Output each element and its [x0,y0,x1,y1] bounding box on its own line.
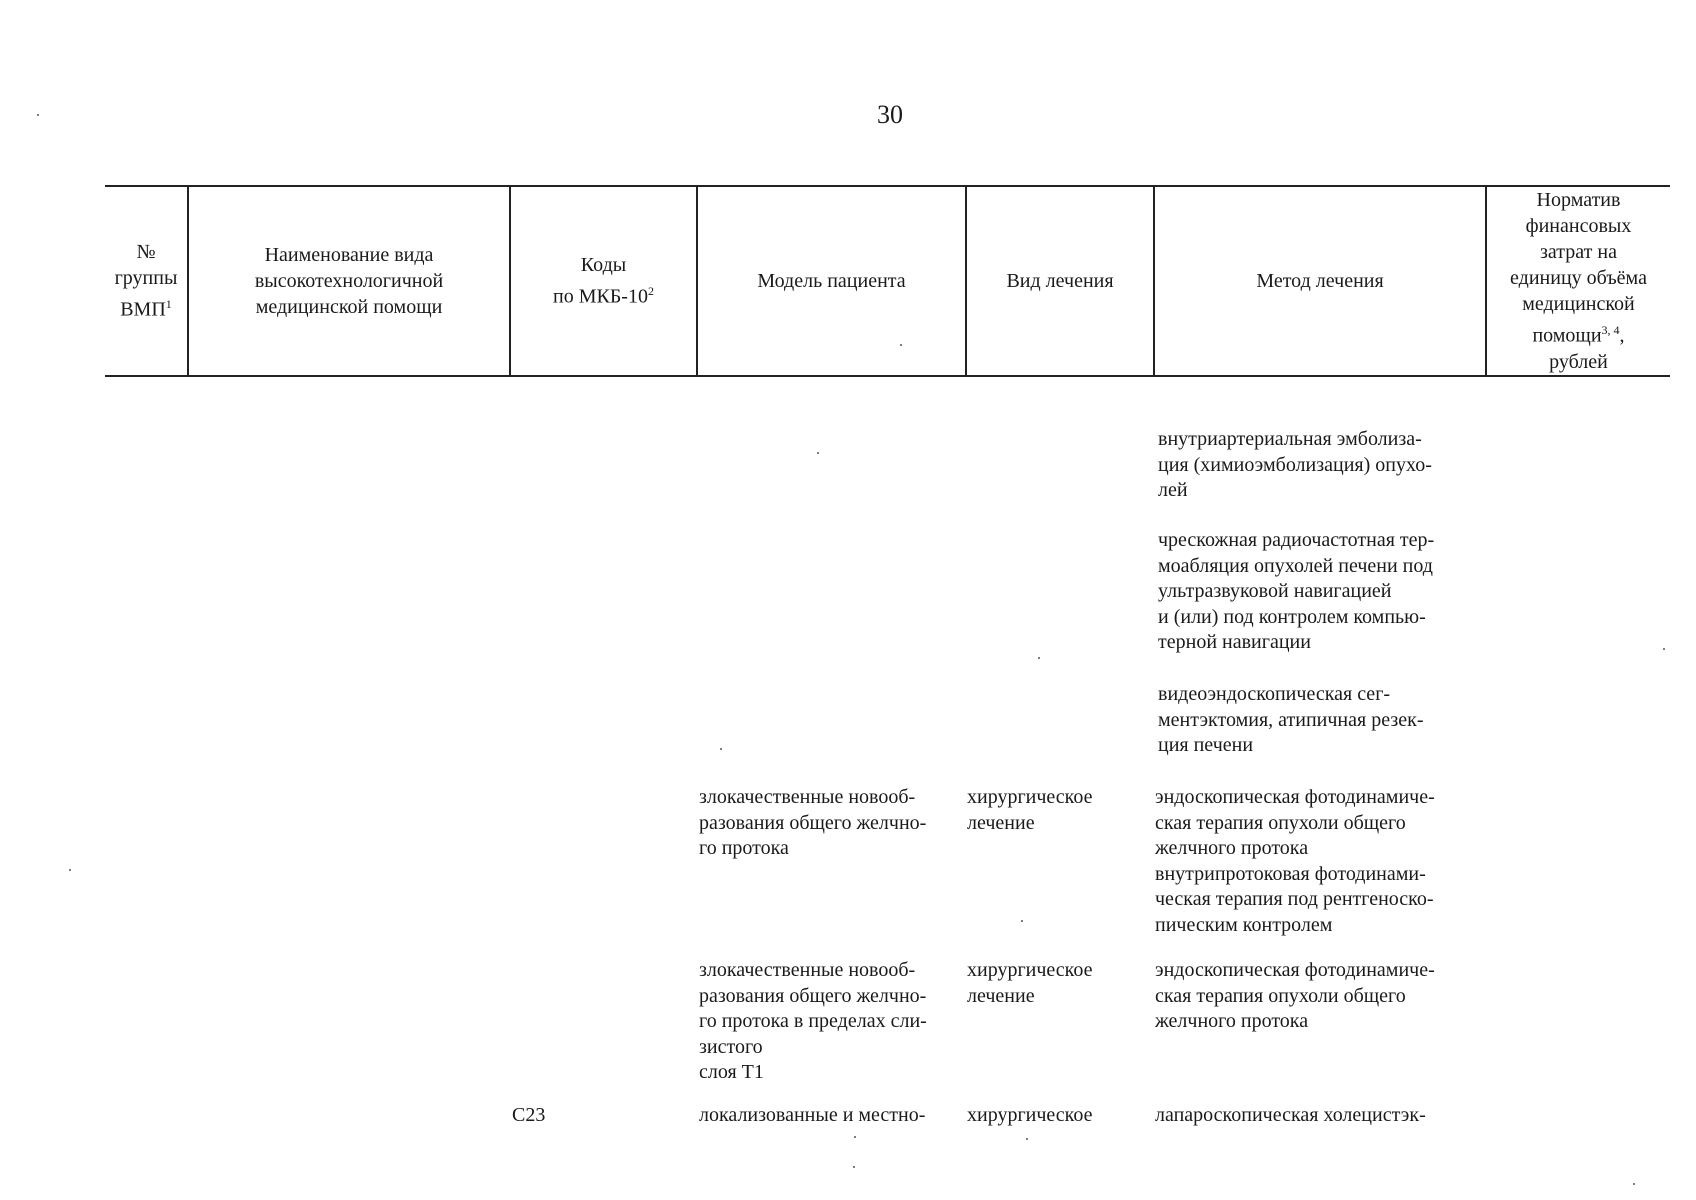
text-line: ция печени [1158,734,1254,756]
treatment-method-cell [1158,682,1424,759]
text-line: злокачественные новооб- [699,786,916,808]
scan-speck [37,114,39,116]
header-treatment-method: Метод лечения [1256,270,1384,292]
scan-speck [1026,1138,1028,1140]
text-line: лей [1158,479,1188,501]
text-line: лечение [967,811,1035,834]
text-line: ментэктомия, атипичная резек- [1158,708,1424,731]
header-group-no: № группы ВМП$^1$ [114,241,178,321]
scan-speck [1633,1183,1635,1185]
text-line: внутриартериальная эмболиза- [1158,428,1422,450]
treatment-method-cell [1155,958,1435,1035]
text-line: слоя T1 [699,1061,764,1083]
header-codes: Коды по МКБ-$10^2$ [553,254,654,308]
text-line: желчного протока [1155,837,1309,859]
text-line: хирургическое [967,959,1093,981]
text-line: хирургическое [967,786,1093,808]
header-patient-model: Модель пациента [757,270,906,292]
scan-speck [853,1166,855,1168]
text-line: пическим контролем [1155,913,1333,936]
table-header [105,185,1670,377]
page-number: 30 [877,100,903,129]
patient-model-cell [699,1103,925,1129]
text-line: злокачественные новооб- [699,959,916,981]
text-line: ция (химиоэмболизация) опухо- [1158,453,1432,476]
scan-speck [854,1136,856,1138]
text-line: и (или) под контролем компью- [1158,605,1426,628]
treatment-type-cell [967,1103,1092,1129]
scan-speck [900,344,902,346]
text-line: го протока [699,837,789,859]
text-line: ультразвуковой навигацией [1158,580,1392,602]
text-line: видеоэндоскопическая сег- [1158,683,1391,705]
scan-speck [720,748,722,750]
text-line: моабляция опухолей печени под [1158,554,1433,577]
text-line: чрескожная радиочастотная тер- [1158,529,1435,551]
text-line: зистого [699,1035,763,1058]
text-line: внутрипротоковая фотодинами- [1155,862,1426,885]
treatment-method-cell [1155,785,1435,938]
treatment-method-cell [1155,1103,1426,1129]
icd-code-cell: C23 [512,1104,546,1126]
header-treatment-type: Вид лечения [1006,270,1114,292]
header-name: Наименование вида высокотехнологичной медицинской помощи [254,244,444,318]
scan-speck [1021,920,1023,922]
header-norm: Норматив финансовых затрат на единицу объёма медицинской помощи$^{3, 4}$, рублей [1510,189,1647,373]
treatment-method-cell [1158,427,1432,504]
scan-speck [1663,648,1665,650]
text-line: лечение [967,984,1035,1007]
text-line: лапароскопическая холецистэк- [1155,1104,1426,1126]
text-line: ская терапия опухоли общего [1155,811,1406,834]
text-line: го протока в пределах сли- [699,1010,927,1032]
text-line: локализованные и местно- [699,1104,926,1126]
patient-model-cell [699,785,926,862]
scan-speck [817,452,819,454]
treatment-type-cell [967,958,1092,1009]
text-line: эндоскопическая фотодинамиче- [1155,959,1435,981]
text-line: разования общего желчно- [699,984,927,1007]
treatment-method-cell [1158,528,1434,656]
scan-speck [1038,657,1040,659]
text-line: хирургическое [967,1104,1093,1126]
text-line: терной навигации [1158,631,1311,653]
text-line: ская терапия опухоли общего [1155,984,1406,1007]
patient-model-cell [699,958,927,1086]
text-line: разования общего желчно- [699,811,927,834]
scan-speck [69,869,71,871]
text-line: желчного протока [1155,1010,1309,1032]
treatment-type-cell [967,785,1092,836]
text-line: ческая терапия под рентгеноско- [1155,888,1434,910]
text-line: эндоскопическая фотодинамиче- [1155,786,1435,808]
